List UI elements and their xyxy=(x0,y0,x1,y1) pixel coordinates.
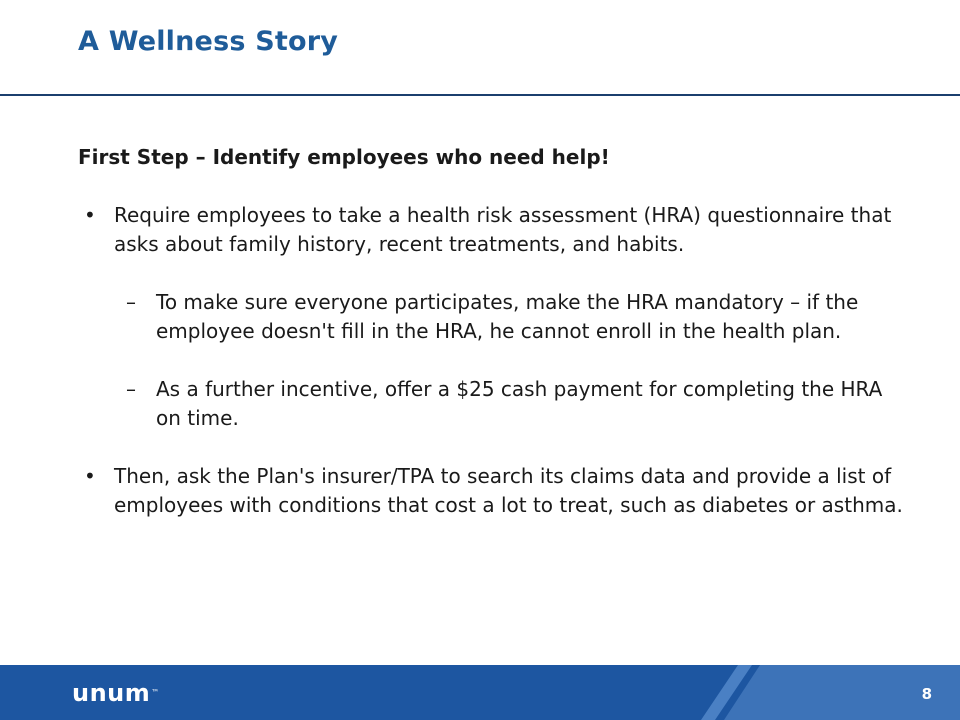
bullet-text: Require employees to take a health risk assessment (HRA) questionnaire that asks about family history, recent treatments, and habits. xyxy=(114,203,892,256)
logo-text: unum xyxy=(72,679,151,707)
bullet-item xyxy=(78,201,908,259)
slide-title: A Wellness Story xyxy=(78,26,339,57)
bullet-marker: • xyxy=(84,464,96,488)
bullet-text: Then, ask the Plan's insurer/TPA to search its claims data and provide a list of employees with conditions that cost a lot to treat, such as diabetes or asthma. xyxy=(114,464,903,517)
slide-content xyxy=(78,143,908,549)
sub-bullet-item xyxy=(78,375,908,433)
bullet-marker: • xyxy=(84,203,96,227)
bullet-item xyxy=(78,462,908,520)
logo-trademark: ™ xyxy=(151,688,160,697)
sub-bullet-item xyxy=(78,288,908,346)
sub-bullet-marker: – xyxy=(126,377,136,401)
content-heading: First Step – Identify employees who need help! xyxy=(78,145,610,169)
unum-logo xyxy=(72,681,160,705)
title-divider xyxy=(0,94,960,96)
page-number: 8 xyxy=(921,685,932,703)
sub-bullet-marker: – xyxy=(126,290,136,314)
sub-bullet-text: To make sure everyone participates, make the HRA mandatory – if the employee doesn't fill in the HRA, he cannot enroll in the health plan. xyxy=(156,290,859,343)
footer-bar xyxy=(0,665,960,720)
sub-bullet-text: As a further incentive, offer a $25 cash payment for completing the HRA on time. xyxy=(156,377,883,430)
